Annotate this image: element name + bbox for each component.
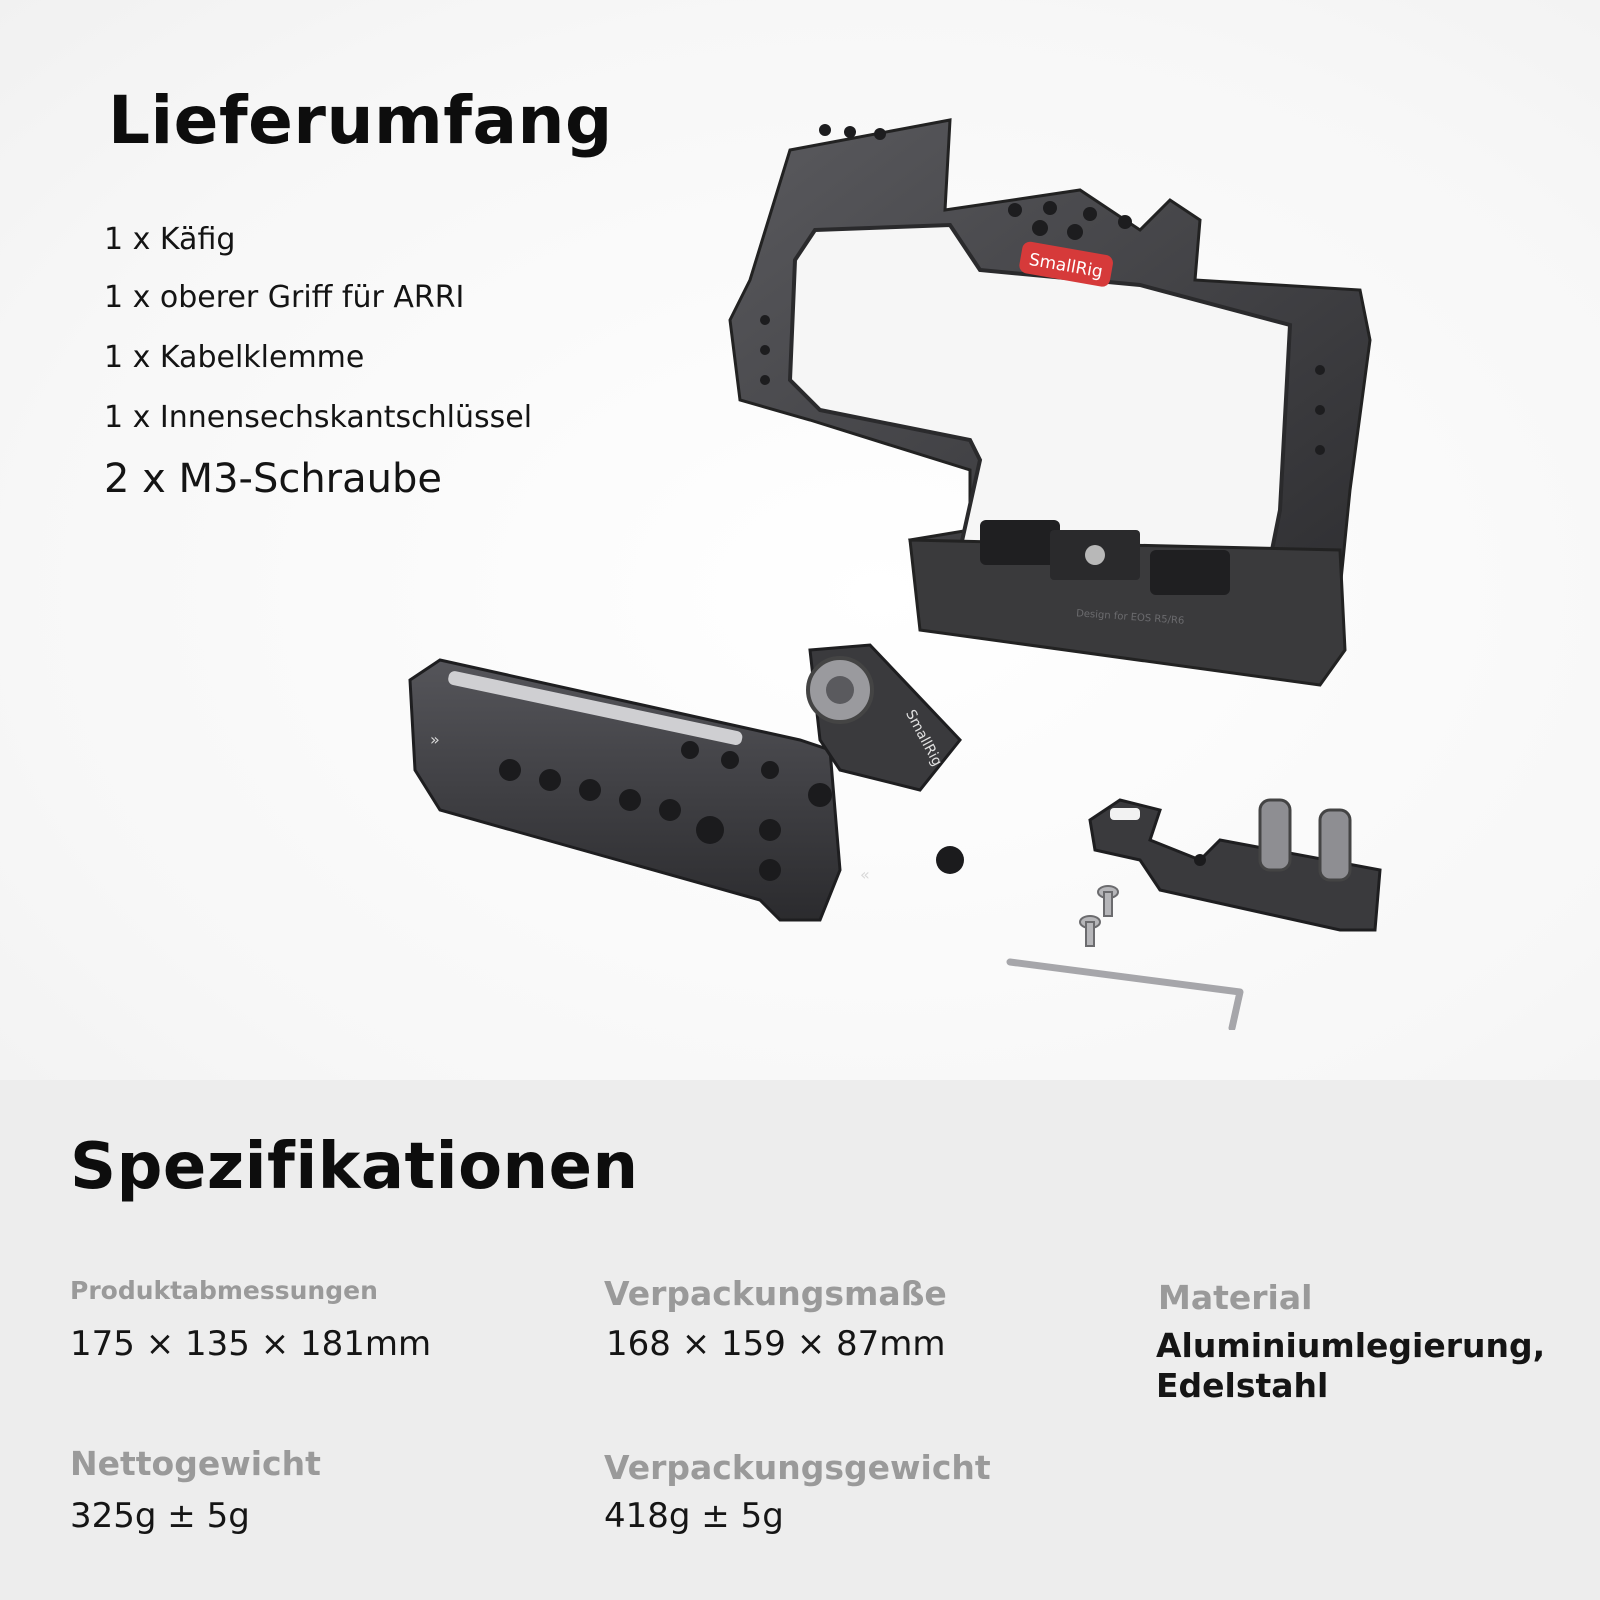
spec-label-package-weight: Verpackungsgewicht bbox=[604, 1448, 991, 1487]
spec-value-material: Aluminiumlegierung, Edelstahl bbox=[1156, 1326, 1546, 1405]
spec-value-product-dimensions: 175 × 135 × 181mm bbox=[70, 1324, 432, 1364]
included-item-m3-screws: 2 x M3-Schraube bbox=[104, 456, 442, 502]
spec-label-package-dimensions: Verpackungsmaße bbox=[604, 1274, 947, 1313]
cage-logo-text: SmallRig bbox=[1027, 249, 1105, 283]
arrow-marker-right: « bbox=[860, 865, 870, 884]
included-item-cage: 1 x Käfig bbox=[104, 222, 236, 257]
included-item-hex-key: 1 x Innensechskantschlüssel bbox=[104, 400, 533, 435]
handle-logo-text: SmallRig bbox=[902, 707, 946, 769]
camera-cage-image bbox=[720, 110, 1420, 710]
spec-value-net-weight: 325g ± 5g bbox=[70, 1496, 250, 1536]
m3-screws-image bbox=[1070, 880, 1130, 960]
spec-label-net-weight: Nettogewicht bbox=[70, 1444, 321, 1483]
spec-label-product-dimensions: Produktabmessungen bbox=[70, 1276, 378, 1305]
spec-value-package-weight: 418g ± 5g bbox=[604, 1496, 784, 1536]
specifications-title: Spezifikationen bbox=[70, 1130, 639, 1204]
included-item-cable-clamp: 1 x Kabelklemme bbox=[104, 340, 365, 375]
top-handle-image bbox=[400, 630, 980, 950]
spec-label-material: Material bbox=[1158, 1278, 1313, 1317]
hex-key-image bbox=[1000, 950, 1270, 1030]
arrow-marker-left: » bbox=[430, 730, 440, 749]
included-title: Lieferumfang bbox=[108, 82, 613, 159]
included-item-top-handle: 1 x oberer Griff für ARRI bbox=[104, 280, 465, 315]
baseplate-engraving: Design for EOS R5/R6 bbox=[1075, 608, 1185, 627]
spec-value-package-dimensions: 168 × 159 × 87mm bbox=[606, 1324, 946, 1364]
